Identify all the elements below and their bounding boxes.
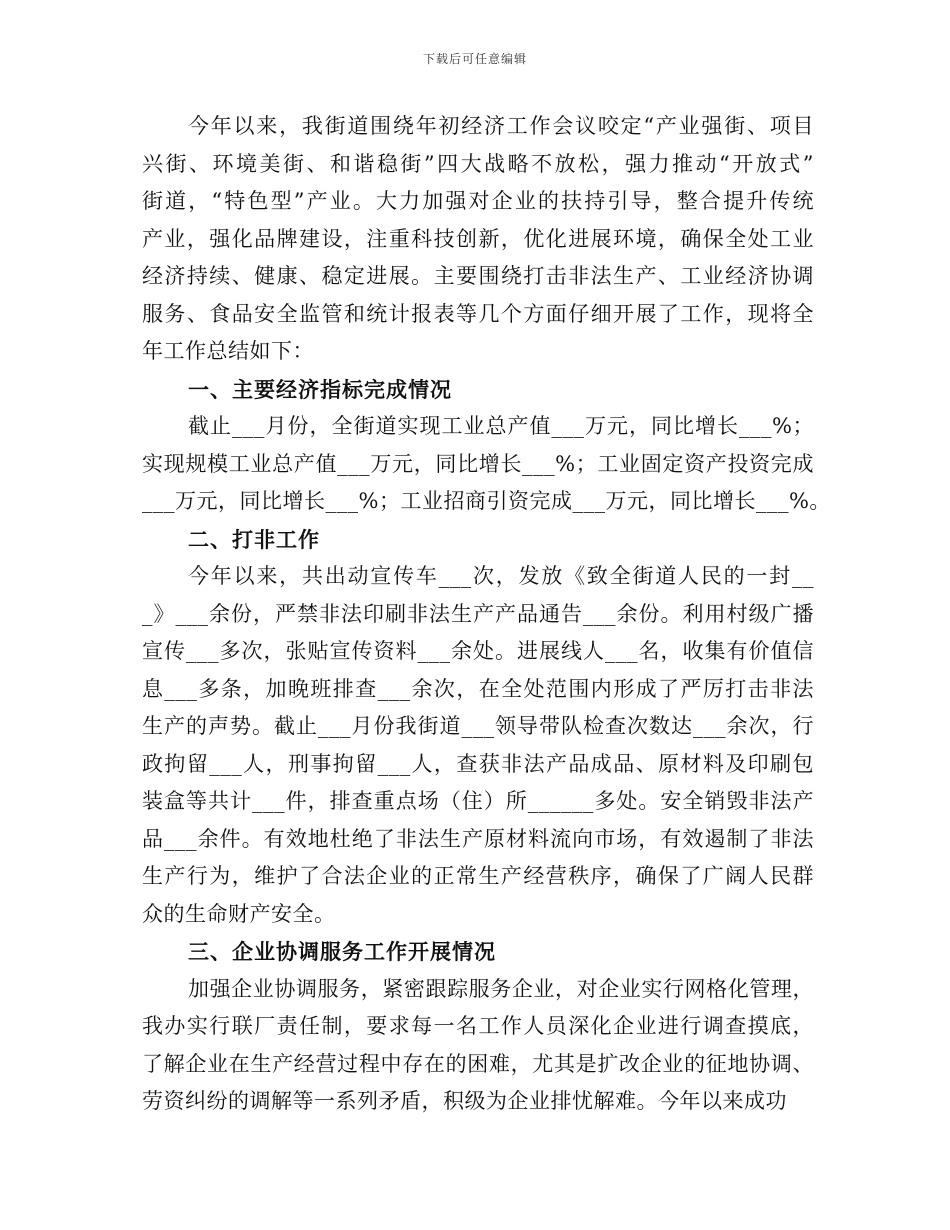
- paragraph-line: 加强企业协调服务，紧密跟踪服务企业，对企业实行网格化管理，: [188, 976, 814, 1001]
- paragraph-line: 经济持续、健康、稳定进展。主要围绕打击非法生产、工业经济协调: [142, 264, 814, 288]
- paragraph-line: 服务、食品安全监管和统计报表等几个方面仔细开展了工作，现将全: [142, 301, 814, 326]
- paragraph-line: 产业，强化品牌建设，注重科技创新，优化进展环境，确保全处工业: [142, 226, 814, 251]
- paragraph-line: 兴街、环境美街、和谐稳街”四大战略不放松，强力推动“开放式”: [142, 151, 814, 176]
- paragraph-line: 宣传___多次，张贴宣传资料___余处。进展线人___名，收集有价值信: [142, 639, 814, 663]
- paragraph-line: 截止___月份，全街道实现工业总产值___万元，同比增长___%；: [188, 414, 814, 438]
- paragraph-line: 品___余件。有效地杜绝了非法生产原材料流向市场，有效遏制了非法: [142, 826, 814, 851]
- paragraph-line: 生产的声势。截止___月份我街道___领导带队检查次数达___余次，行: [142, 714, 814, 738]
- paragraph: [142, 408, 831, 521]
- section-heading: 三、企业协调服务工作开展情况: [188, 939, 496, 964]
- paragraph: [142, 558, 814, 933]
- section-heading: 一、主要经济指标完成情况: [188, 376, 452, 402]
- paragraph-line: 政拘留___人，刑事拘留___人，查获非法产品成品、原材料及印刷包: [142, 751, 814, 776]
- paragraph-line: _》___余份，严禁非法印刷非法生产产品通告___余份。利用村级广播: [142, 601, 814, 626]
- paragraph-line: 装盒等共计___件，排查重点场（住）所______多处。安全销毁非法产: [142, 789, 814, 813]
- paragraph-line: 劳资纠纷的调解等一系列矛盾，积级为企业排忧解难。今年以来成功: [142, 1089, 787, 1113]
- paragraph-line: 息___多条，加晚班排查___余次，在全处范围内形成了严厉打击非法: [142, 676, 814, 701]
- paragraph-line: ___万元，同比增长___%；工业招商引资完成___万元，同比增长___%。: [142, 489, 831, 513]
- paragraph-line: 生产行为，维护了合法企业的正常生产经营秩序，确保了广阔人民群: [142, 864, 814, 888]
- paragraph: [142, 108, 814, 371]
- paragraph-line: 众的生命财产安全。: [142, 901, 336, 926]
- page-header: 下载后可任意编辑: [422, 52, 527, 66]
- paragraph-line: 实现规模工业总产值___万元，同比增长___%；工业固定资产投资完成: [142, 451, 814, 476]
- paragraph-line: 今年以来，我街道围绕年初经济工作会议咬定“产业强街、项目: [188, 114, 814, 138]
- paragraph-line: 今年以来，共出动宣传车___次，发放《致全街道人民的一封__: [188, 564, 814, 588]
- paragraph-line: 我办实行联厂责任制，要求每一名工作人员深化企业进行调查摸底，: [142, 1014, 814, 1038]
- paragraph: [142, 971, 814, 1121]
- document-body: [142, 108, 831, 1121]
- paragraph-line: 了解企业在生产经营过程中存在的困难，尤其是扩改企业的征地协调、: [142, 1051, 814, 1076]
- paragraph-line: 年工作总结如下：: [142, 339, 314, 363]
- section-heading: 二、打非工作: [188, 526, 320, 552]
- paragraph-line: 街道，“特色型”产业。大力加强对企业的扶持引导，整合提升传统: [142, 189, 814, 213]
